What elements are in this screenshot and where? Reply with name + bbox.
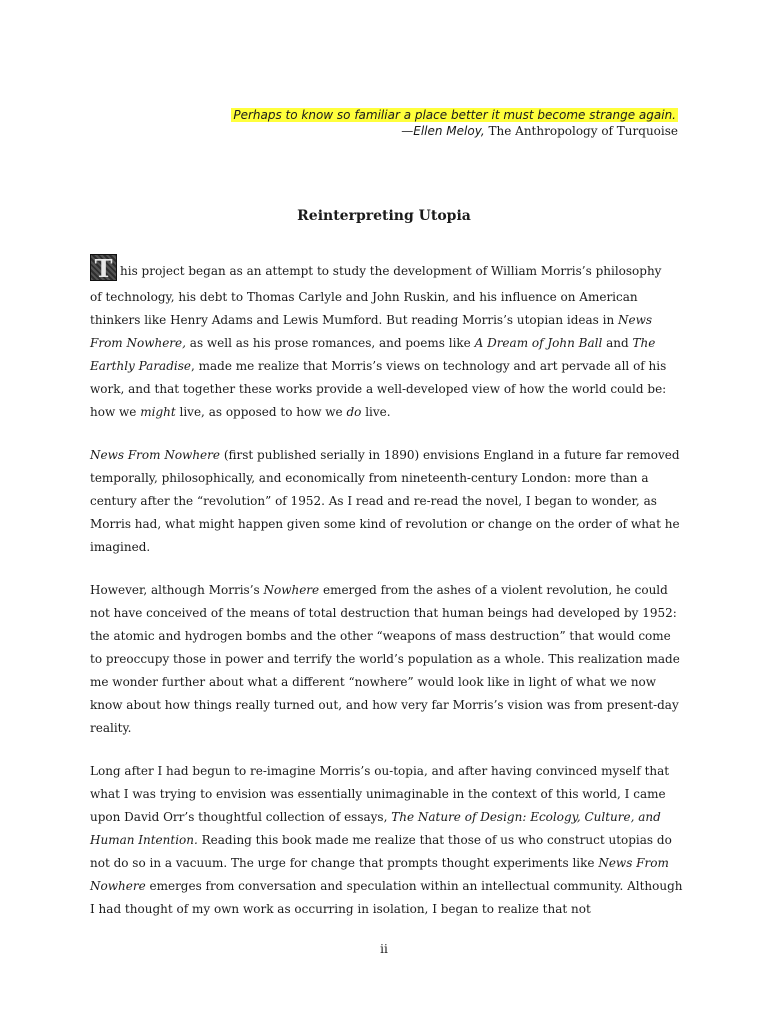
paragraph-1-rest xyxy=(90,286,685,424)
epigraph-dash: — xyxy=(401,124,414,138)
p1-italic-might: might xyxy=(140,405,176,419)
p1-text-c: and xyxy=(602,336,633,350)
epigraph-quote-line xyxy=(231,107,678,123)
p1-italic-dream-of-john-ball: A Dream of John Ball xyxy=(474,336,603,350)
epigraph-attribution xyxy=(231,123,678,139)
p3-italic-nowhere: Nowhere xyxy=(263,583,320,597)
p1-italic-do: do xyxy=(346,405,362,419)
p1-text-b: as well as his prose romances, and poems like xyxy=(185,336,475,350)
epigraph-quote: Perhaps to know so familiar a place better it must become strange again. xyxy=(233,108,676,122)
p3-text-b: emerged from the ashes of a violent revolution, he could not have conceived of the means of total destruction that human beings had developed by 1952: the atomic and hydrogen bombs and the other “weapons of mass destruction” that would come to preoccupy those in power and terrify the world’s population as a whole. This realization made me wonder further about what a different “nowhere” would look like in light of what we now know about how things really turned out, and how very far Morris’s vision was from present-day reality. xyxy=(90,583,680,735)
paragraph-1 xyxy=(90,254,685,424)
p3-text-a: However, although Morris’s xyxy=(90,583,264,597)
epigraph-work: The Anthropology of Turquoise xyxy=(484,124,678,138)
p4-italic-nature-of-design: The Nature of Design: Ecology, Culture, and Human Intention. xyxy=(90,810,661,847)
paragraph-2 xyxy=(90,444,685,559)
page-number: ii xyxy=(380,942,388,956)
epigraph-author: Ellen Meloy, xyxy=(413,124,485,138)
first-line-text: his project began as an attempt to study the development of William Morris’s philosophy xyxy=(120,264,662,278)
epigraph xyxy=(231,107,678,139)
p1-italic-news-from-nowhere: News From Nowhere, xyxy=(90,313,653,350)
p4-text-a: Long after I had begun to re-imagine Morris’s ou-topia, and after having convinced myself that what I was trying to envision was essentially unimaginable in the context of this world, I came upon David Orr’s thoughtful collection of essays, xyxy=(90,764,670,824)
p1-text-f: live. xyxy=(361,405,391,419)
p4-text-c: emerges from conversation and speculation within an intellectual community. Although I had thought of my own work as occurring in isolation, I began to realize that not xyxy=(90,879,683,916)
p1-text-a: of technology, his debt to Thomas Carlyle and John Ruskin, and his influence on American thinkers like Henry Adams and Lewis Mumford. But reading Morris’s utopian ideas in xyxy=(90,290,638,327)
first-line xyxy=(90,254,685,286)
p4-text-b: Reading this book made me realize that those of us who construct utopias do not do so in a vacuum. The urge for change that prompts thought experiments like xyxy=(90,833,672,870)
body-text xyxy=(90,254,685,941)
paragraph-3 xyxy=(90,579,685,740)
dropcap-ornament: T xyxy=(90,254,117,281)
paragraph-4 xyxy=(90,760,685,921)
p4-italic-news-from-nowhere: News From Nowhere xyxy=(90,856,669,893)
p1-italic-earthly-paradise: The Earthly Paradise xyxy=(90,336,656,373)
p2-text-a: (first published serially in 1890) envisions England in a future far removed temporally, philosophically, and economically from nineteenth-century London: more than a century after the “revolution” of 1952. As I read and re-read the novel, I began to wonder, as Morris had, what might happen given some kind of revolution or change on the order of what he imagined. xyxy=(90,448,680,554)
page-title: Reinterpreting Utopia xyxy=(297,208,471,224)
p1-text-d: , made me realize that Morris’s views on technology and art pervade all of his work, and that together these works provide a well-developed view of how the world could be: how we xyxy=(90,359,667,419)
p1-text-e: live, as opposed to how we xyxy=(175,405,347,419)
p2-italic-news-from-nowhere: News From Nowhere xyxy=(90,448,220,462)
